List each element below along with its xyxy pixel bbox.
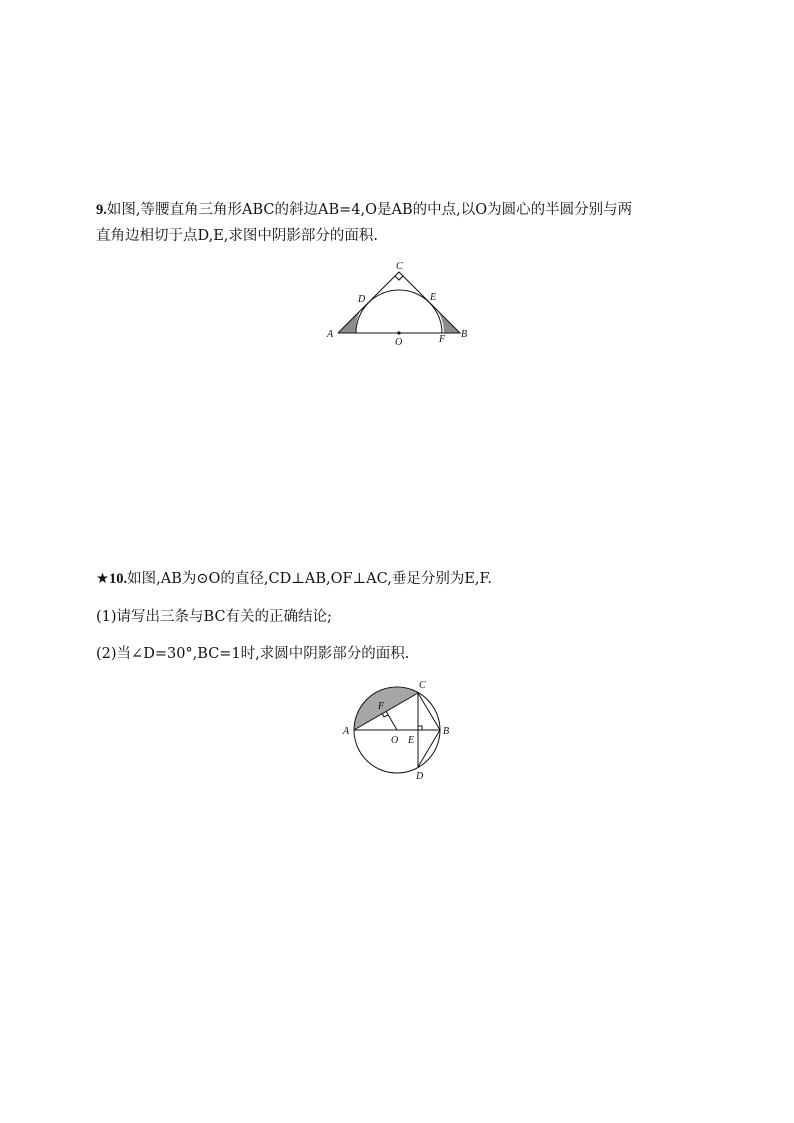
q9-figure (320, 258, 480, 350)
q9-label-F: F (439, 334, 446, 345)
q10-right-angle-E (418, 726, 422, 730)
q10-part1: (1)请写出三条与BC有关的正确结论; (96, 609, 332, 625)
q9-label-A: A (327, 329, 334, 340)
q9-label-C: C (396, 261, 403, 272)
q10-figure (336, 672, 466, 784)
q10-label-A: A (343, 726, 350, 737)
q9-label-B: B (461, 329, 468, 340)
q9-label-O: O (395, 337, 403, 348)
q10-segment-BD (418, 730, 440, 767)
q10-label-D: D (416, 771, 424, 782)
q10-label-F: F (378, 701, 385, 712)
q9-number: 9. (96, 202, 107, 218)
q9-line1 (96, 197, 632, 223)
q10-line1 (96, 566, 492, 592)
q10-star-icon: ★ (96, 571, 109, 587)
q10-number: 10. (109, 571, 128, 587)
q9-stem-line1: 如图,等腰直角三角形ABC的斜边AB=4,O是AB的中点,以O为圆心的半圆分别与两 (106, 202, 633, 218)
q10-label-E: E (408, 735, 415, 746)
q10-label-O: O (391, 735, 399, 746)
q9-center-point (397, 331, 400, 334)
q9-stem-line2: 直角边相切于点D,E,求图中阴影部分的面积. (96, 228, 379, 244)
q10-label-B: B (443, 726, 450, 737)
q10-segment-BC (418, 693, 440, 730)
q10-part2: (2)当∠D=30°,BC=1时,求圆中阴影部分的面积. (96, 646, 410, 662)
q10-stem: 如图,AB为⊙O的直径,CD⊥AB,OF⊥AC,垂足分别为E,F. (127, 571, 492, 587)
q10-shade-segment (354, 688, 418, 730)
q9-triangle (338, 272, 460, 333)
q9-label-E: E (430, 292, 437, 303)
q9-right-angle-mark (395, 276, 403, 280)
q9-label-D: D (358, 294, 366, 305)
q10-segment-OF (386, 711, 397, 730)
q10-label-C: C (419, 680, 426, 691)
